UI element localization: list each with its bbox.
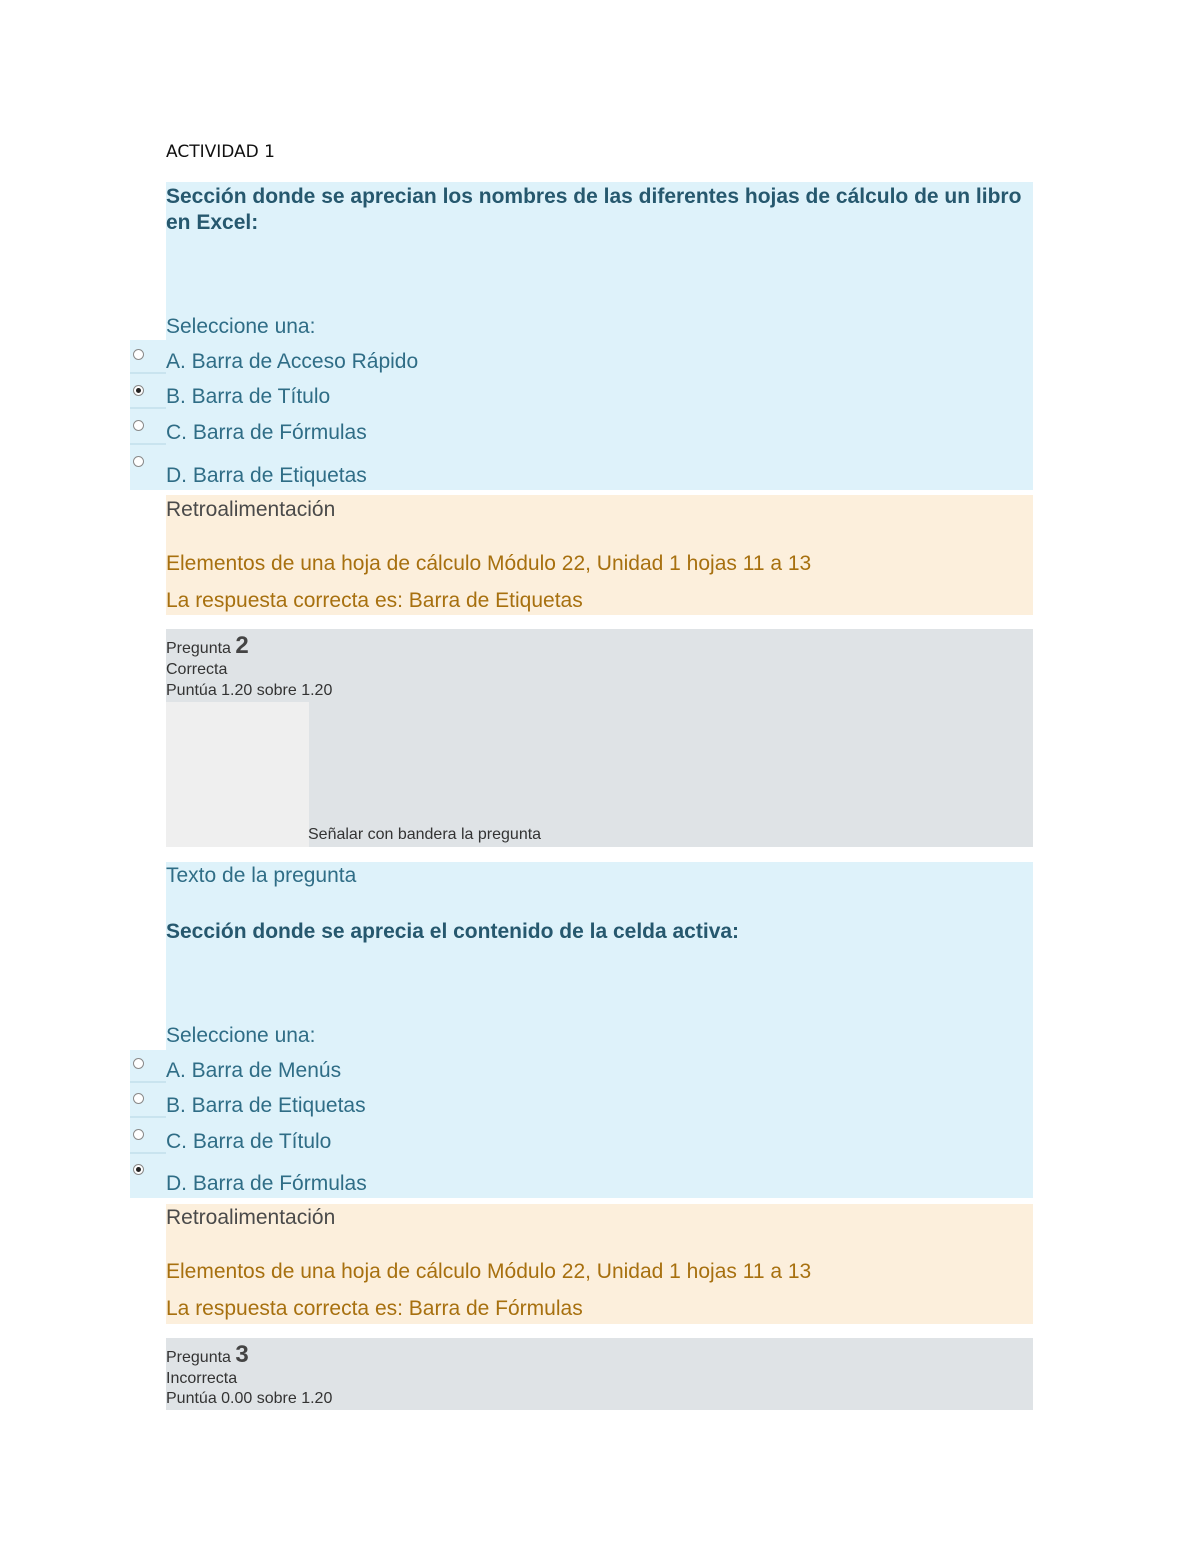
q2-option-a-underline: [130, 1081, 166, 1083]
q2-info-heading: [166, 631, 249, 664]
q3-info-label: Pregunta: [166, 1349, 231, 1366]
q2-option-d-radio[interactable]: [133, 1164, 144, 1175]
q2-feedback-reference: Elementos de una hoja de cálculo Módulo 22, Unidad 1 hojas 11 a 13: [166, 1260, 812, 1283]
q2-feedback-title: Retroalimentación: [166, 1206, 336, 1229]
q1-option-c-label[interactable]: C. Barra de Fórmulas: [166, 421, 367, 444]
q2-option-c-underline: [130, 1152, 166, 1154]
q1-option-b-radio[interactable]: [133, 385, 144, 396]
q1-option-d-radio[interactable]: [133, 456, 144, 467]
q2-option-c-label[interactable]: C. Barra de Título: [166, 1130, 332, 1153]
q1-option-a-radio[interactable]: [133, 349, 144, 360]
q1-option-c-underline: [130, 443, 166, 445]
q2-option-d-label[interactable]: D. Barra de Fórmulas: [166, 1172, 367, 1195]
question-2-prompt: Seleccione una:: [166, 1024, 316, 1047]
q2-option-b-label[interactable]: B. Barra de Etiquetas: [166, 1094, 366, 1117]
q3-info-status: Incorrecta: [166, 1370, 238, 1387]
question-2-radio-strip: [130, 1050, 166, 1198]
q2-feedback-answer: La respuesta correcta es: Barra de Fórmulas: [166, 1297, 583, 1320]
question-2-heading: Texto de la pregunta: [166, 864, 357, 887]
q3-info-score: Puntúa 0.00 sobre 1.20: [166, 1390, 333, 1407]
q1-feedback-title: Retroalimentación: [166, 498, 336, 521]
q1-option-a-underline: [130, 372, 166, 374]
question-1-prompt: Seleccione una:: [166, 315, 316, 338]
q2-option-c-radio[interactable]: [133, 1129, 144, 1140]
q2-flag-link[interactable]: Señalar con bandera la pregunta: [308, 826, 542, 843]
q2-info-number: 2: [235, 632, 249, 659]
q2-info-score: Puntúa 1.20 sobre 1.20: [166, 682, 333, 699]
q2-flag-area: [166, 702, 309, 847]
q1-feedback-reference: Elementos de una hoja de cálculo Módulo 22, Unidad 1 hojas 11 a 13: [166, 552, 812, 575]
q3-info-number: 3: [235, 1341, 249, 1368]
question-1-text: Sección donde se aprecian los nombres de las diferentes hojas de cálculo de un libro en Excel:: [166, 185, 1022, 234]
q1-option-b-underline: [130, 407, 166, 409]
q2-option-b-underline: [130, 1116, 166, 1118]
q1-option-d-label[interactable]: D. Barra de Etiquetas: [166, 464, 367, 487]
q1-option-c-radio[interactable]: [133, 420, 144, 431]
q2-info-status: Correcta: [166, 661, 228, 678]
page-title: ACTIVIDAD 1: [166, 142, 275, 162]
q2-info-label: Pregunta: [166, 640, 231, 657]
question-1-radio-strip: [130, 340, 166, 490]
q2-option-b-radio[interactable]: [133, 1093, 144, 1104]
q1-feedback-answer: La respuesta correcta es: Barra de Etiquetas: [166, 589, 583, 612]
question-2-text: Sección donde se aprecia el contenido de la celda activa:: [166, 920, 740, 943]
q2-option-a-label[interactable]: A. Barra de Menús: [166, 1059, 342, 1082]
q1-option-a-label[interactable]: A. Barra de Acceso Rápido: [166, 350, 419, 373]
q3-info-heading: [166, 1340, 249, 1373]
q2-option-a-radio[interactable]: [133, 1058, 144, 1069]
q1-option-b-label[interactable]: B. Barra de Título: [166, 385, 331, 408]
